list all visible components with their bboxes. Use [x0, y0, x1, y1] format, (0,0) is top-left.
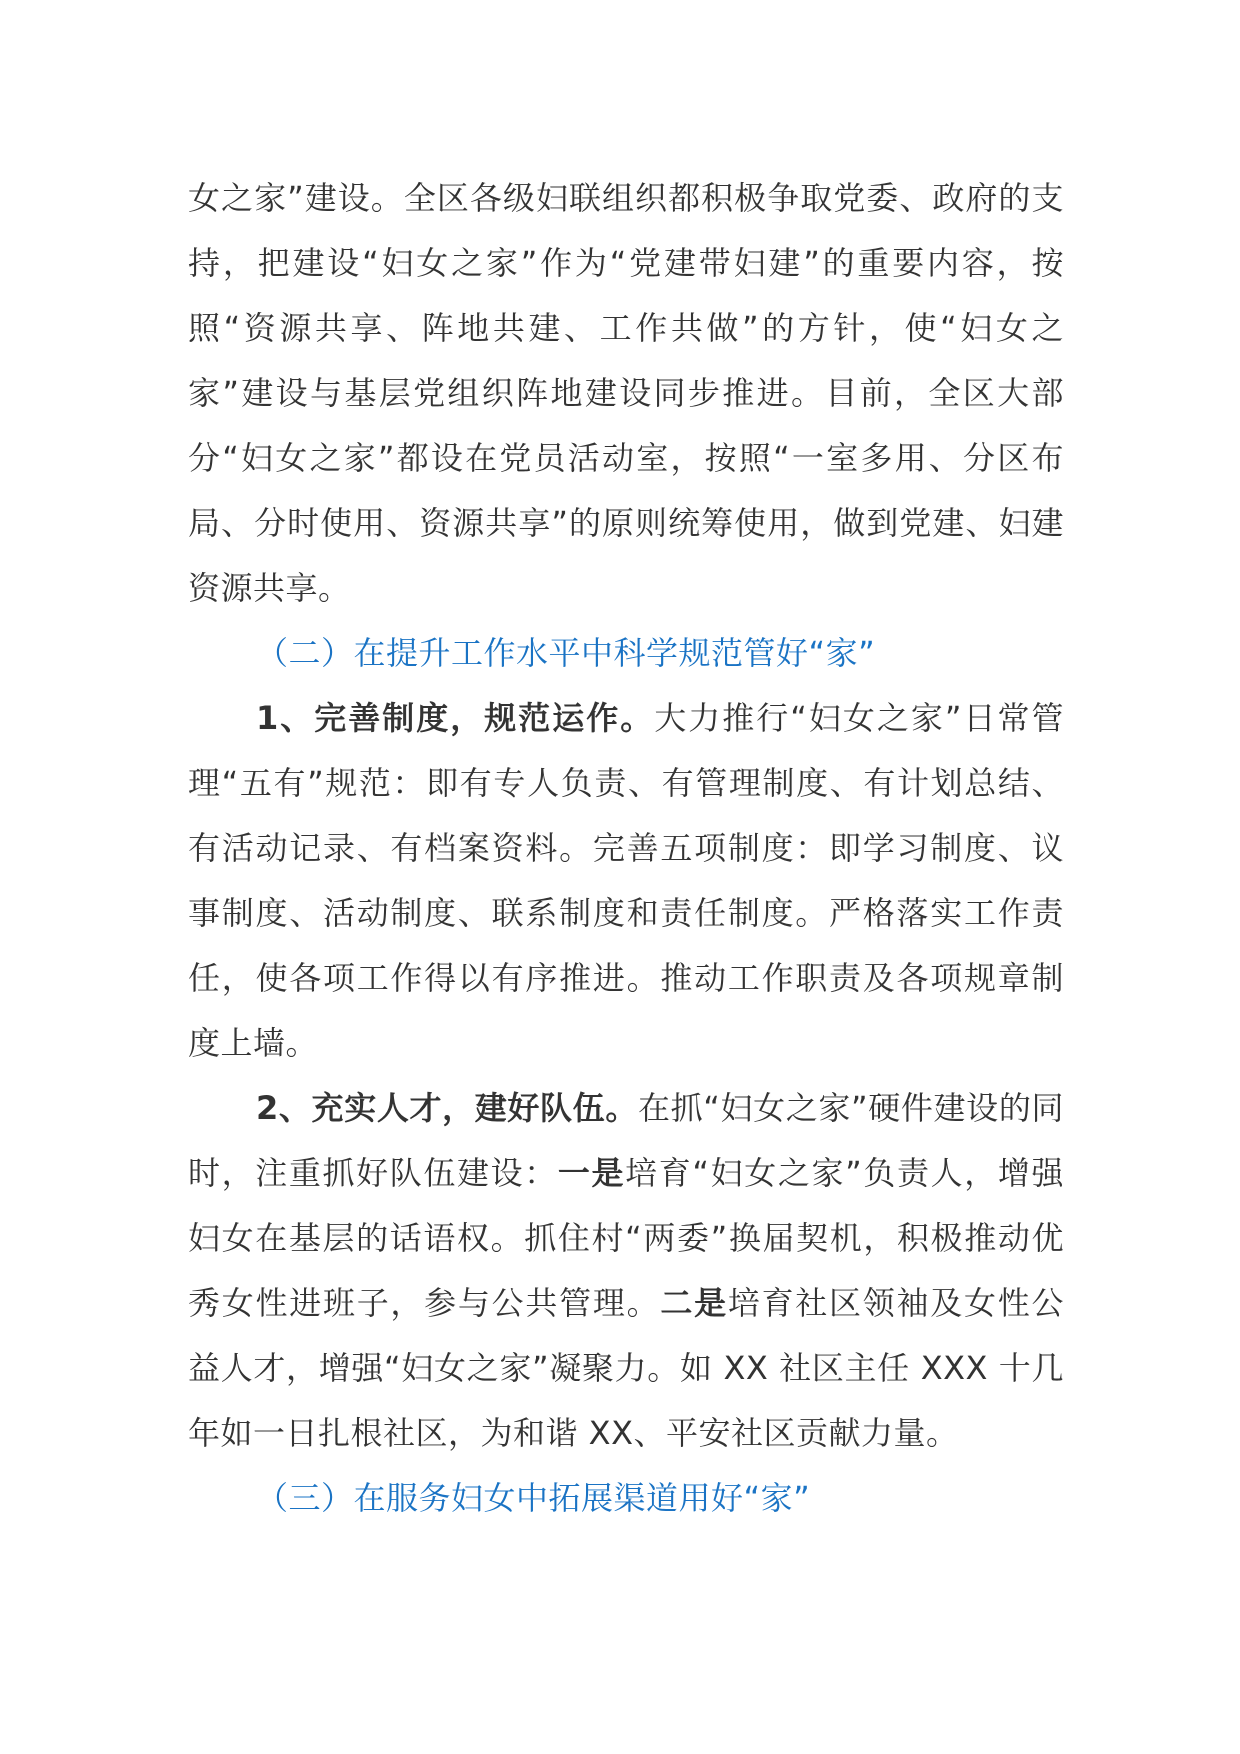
paragraph-institution [188, 686, 1064, 1076]
paragraph-bold-lead: 2、充实人才，建好队伍。 [256, 1089, 638, 1127]
paragraph-text: 培育社区领袖及女性公益人才，增强“妇女之家”凝聚力。如 XX 社区主任 XXX 十几年如一日扎根社区，为和谐 XX、平安社区贡献力量。 [188, 1284, 1064, 1452]
section-heading-three: （三）在服务妇女中拓展渠道用好“家” [256, 1479, 811, 1517]
paragraph-line: 按照“资源共享、阵地共建、工作共做”的方针，使“妇女 [188, 244, 1064, 347]
paragraph-continuation [188, 166, 1064, 621]
document-body [188, 166, 1064, 1531]
paragraph-text: 在抓“妇女之家”硬件建设的同时，注重抓好队伍建设： [188, 1089, 1064, 1192]
paragraph-line: 部分“妇女之家”都设在党员活动室，按照“一室多用、分 [188, 374, 1064, 477]
paragraph-line: 之家”建设与基层党组织阵地建设同步推进。目前，全区大 [188, 309, 1064, 412]
paragraph-bold-lead: 1、完善制度，规范运作。 [256, 699, 655, 737]
paragraph-line: 区布局、分时使用、资源共享”的原则统筹使用，做到党建、 [188, 439, 1064, 542]
paragraph-text: 培育“妇女之家”负责人，增强妇女在基层的话语权。抓住村“两委”换届契机，积极推动优秀女性进班子，参与公共管理。 [188, 1154, 1064, 1322]
paragraph-line: 女之家”建设。全区各级妇联组织都积极争取党委、政府的 [188, 179, 1032, 217]
paragraph-text: 大力推行“妇女之家”日常管理“五有”规范：即有专人负责、有管理制度、有计划总结、有活动记录、有档案资料。完善五项制度：即学习制度、议事制度、活动制度、联系制度和责任制度。严格落实工作责任，使各项工作得以有序推进。推动工作职责及各项规章制度上墙。 [188, 699, 1064, 1062]
paragraph-bold-marker: 一是 [557, 1154, 626, 1192]
paragraph-talent [188, 1076, 1064, 1466]
paragraph-line: 支持，把建设“妇女之家”作为“党建带妇建”的重要内容， [188, 179, 1064, 282]
section-heading-two: （二）在提升工作水平中科学规范管好“家” [256, 634, 876, 672]
paragraph-line: 妇建资源共享。 [188, 504, 1064, 607]
paragraph-bold-marker: 二是 [660, 1284, 728, 1322]
